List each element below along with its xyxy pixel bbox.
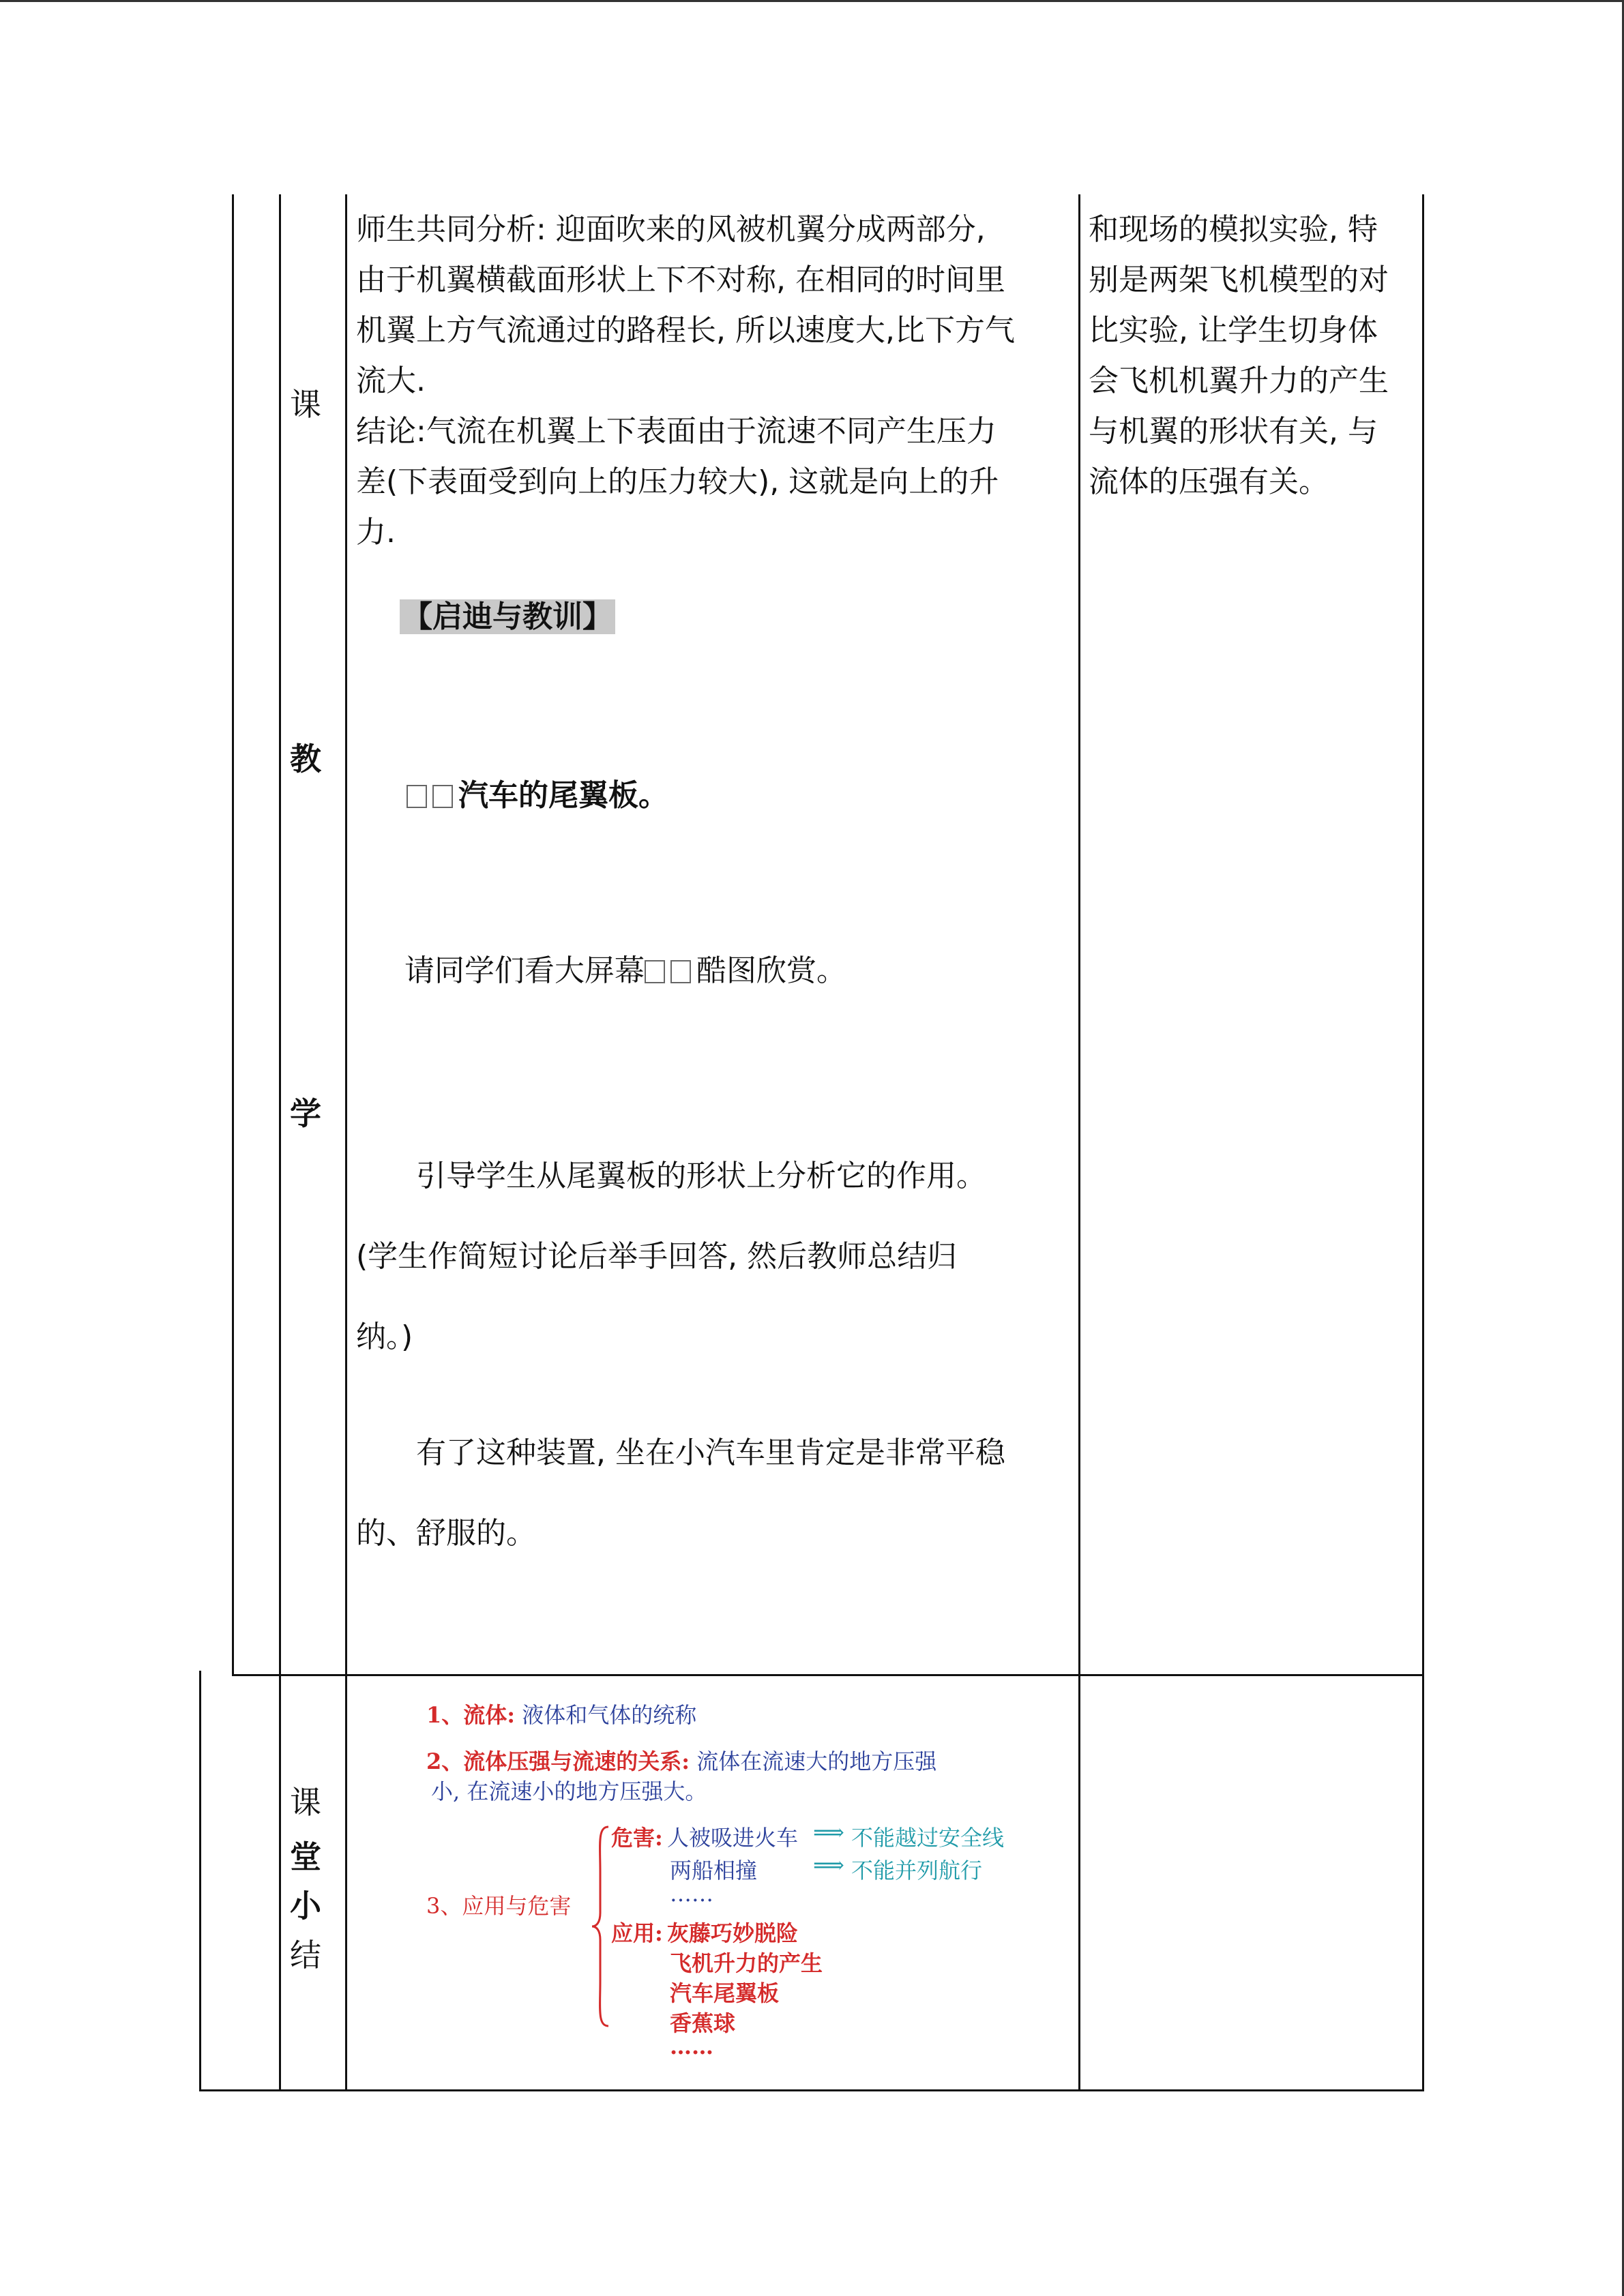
- table-col-divider-1: [279, 194, 281, 2091]
- apply-item: 汽车尾翼板: [670, 1980, 780, 2006]
- apply-item: 香蕉球: [670, 2010, 736, 2036]
- arrow-icon: ⟹: [813, 1852, 844, 1878]
- apply-item: 灰藤巧妙脱险: [667, 1920, 799, 1946]
- item-car-wing-text: 汽车的尾翼板。: [458, 778, 668, 813]
- label-ke: 课: [290, 386, 321, 423]
- summary-point-1-num: 1、流体:: [426, 1702, 516, 1728]
- section-heading: [400, 592, 615, 642]
- summary-point-2-num: 2、流体压强与流速的关系:: [426, 1748, 690, 1774]
- analysis-block: [356, 205, 1072, 558]
- conclusion-line: 结论:气流在机翼上下表面由于流速不同产生压力: [356, 414, 996, 449]
- summary-image: [355, 1684, 1071, 2080]
- guide-block: [356, 1121, 1072, 1392]
- label-summary-xiao: 小: [290, 1888, 321, 1924]
- item-screen-tail: 酷图欣赏。: [696, 953, 846, 988]
- harm-item: 人被吸进火车: [667, 1825, 799, 1851]
- table-outer-right: [1422, 194, 1424, 2091]
- missing-glyph-icon: [670, 960, 691, 983]
- table-bottom-border: [199, 2089, 1424, 2091]
- notes-line: 与机翼的形状有关, 与: [1089, 414, 1378, 449]
- summary-point-2-text: 流体在流速大的地方压强: [696, 1748, 937, 1774]
- harm-item: 两船相撞: [670, 1858, 758, 1883]
- missing-glyph-icon: [645, 960, 665, 983]
- table-col-divider-3: [1078, 194, 1080, 2091]
- label-jiao: 教: [290, 741, 321, 777]
- summary-point-1-text: 液体和气体的统称: [522, 1702, 697, 1728]
- guide-line: 引导学生从尾翼板的形状上分析它的作用。: [416, 1159, 986, 1193]
- guide-line: 纳。): [356, 1320, 413, 1354]
- section-heading-text: 【启迪与教训】: [400, 599, 615, 634]
- notes-line: 和现场的模拟实验, 特: [1089, 212, 1378, 247]
- notes-block: [1089, 205, 1416, 507]
- missing-glyph-icon: [407, 785, 427, 808]
- table-outer-left-upper: [232, 194, 234, 1676]
- arrow-icon: ⟹: [813, 1819, 844, 1845]
- harm-label: 危害:: [611, 1825, 663, 1851]
- summary-point-2-cont: 小, 在流速小的地方压强大。: [431, 1778, 707, 1804]
- summary-point-3-label: 3、应用与危害: [426, 1893, 572, 1919]
- summary-point-2: [426, 1744, 936, 1776]
- stable-block: [356, 1398, 1072, 1589]
- notes-line: 会飞机机翼升力的产生: [1089, 363, 1389, 398]
- analysis-line: 机翼上方气流通过的路程长, 所以速度大,比下方气: [356, 313, 1015, 348]
- item-car-wing: [407, 771, 668, 821]
- summary-point-1: [426, 1698, 696, 1729]
- notes-line: 流体的压强有关。: [1089, 464, 1329, 499]
- item-screen: [404, 946, 846, 996]
- notes-line: 别是两架飞机模型的对: [1089, 263, 1389, 297]
- item-screen-text: 请同学们看大屏幕: [404, 953, 645, 988]
- harm-item: ……: [670, 1881, 713, 1907]
- apply-label: 应用:: [611, 1920, 663, 1946]
- missing-glyph-icon: [432, 785, 453, 808]
- apply-item: 飞机升力的产生: [670, 1950, 823, 1976]
- apply-item: ……: [670, 2033, 713, 2059]
- analysis-line: 由于机翼横截面形状上下不对称, 在相同的时间里: [356, 263, 1005, 297]
- curly-brace-icon: [591, 1824, 611, 2029]
- notes-line: 比实验, 让学生切身体: [1089, 313, 1378, 348]
- table-col-divider-2: [345, 194, 347, 2091]
- harm-result: 不能越过安全线: [851, 1825, 1005, 1851]
- conclusion-line: 力.: [356, 515, 396, 550]
- guide-line: (学生作简短讨论后举手回答, 然后教师总结归: [356, 1239, 958, 1274]
- page-border-top: [0, 0, 1624, 2]
- analysis-line: 流大.: [356, 363, 426, 398]
- table-row-divider: [232, 1674, 1424, 1676]
- label-summary-ke: 课: [290, 1784, 321, 1821]
- analysis-line: 师生共同分析: 迎面吹来的风被机翼分成两部分,: [356, 212, 986, 247]
- label-summary-jie: 结: [290, 1937, 321, 1973]
- label-summary-tang: 堂: [290, 1838, 321, 1875]
- label-xue: 学: [290, 1095, 321, 1132]
- stable-line: 的、舒服的。: [356, 1516, 536, 1551]
- stable-line: 有了这种装置, 坐在小汽车里肯定是非常平稳: [416, 1435, 1005, 1470]
- harm-result: 不能并列航行: [851, 1858, 983, 1883]
- table-outer-left-lower: [199, 1671, 201, 2091]
- conclusion-line: 差(下表面受到向上的压力较大), 这就是向上的升: [356, 464, 999, 499]
